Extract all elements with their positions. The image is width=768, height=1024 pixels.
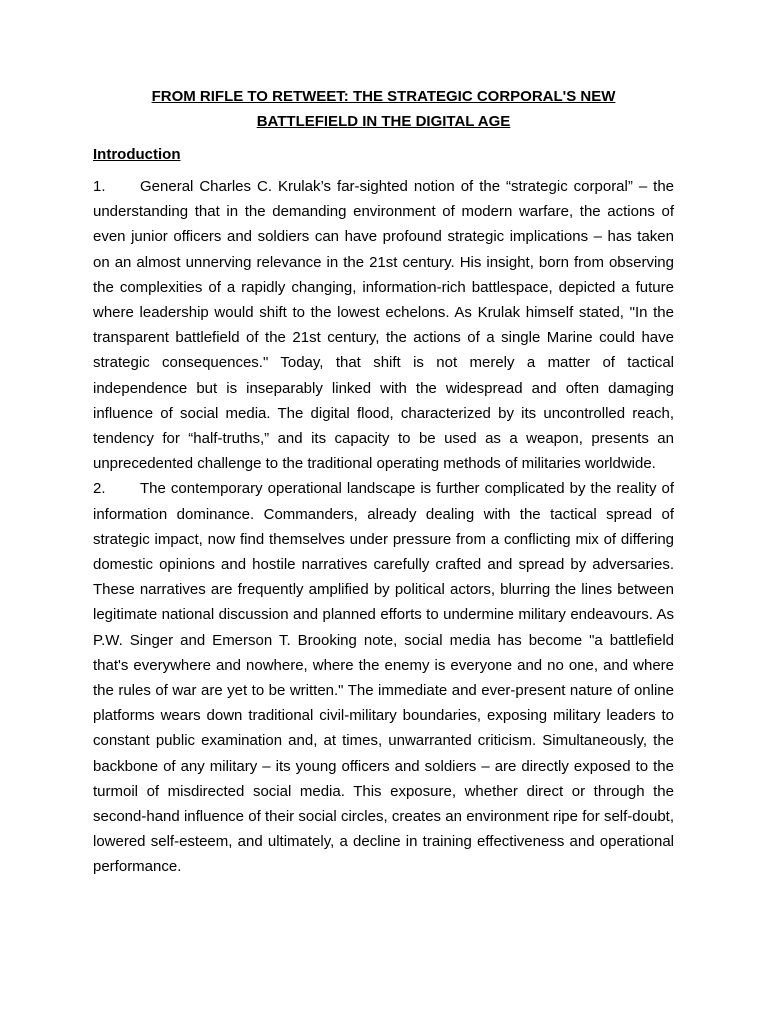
paragraph-number: 2. [93,480,106,498]
paragraph-1 [93,174,674,476]
section-heading-introduction: Introduction [93,146,181,163]
title-line-2: BATTLEFIELD IN THE DIGITAL AGE [256,113,511,130]
paragraph-number: 1. [93,178,106,195]
paragraph-2 [93,476,674,879]
title-line-1: FROM RIFLE TO RETWEET: THE STRATEGIC CORPORAL'S NEW [151,88,616,105]
paragraph-text: General Charles C. Krulak’s far-sighted notion of the “strategic corporal” – the understanding that in the demanding environment of modern warfare, the actions of even junior officers and soldiers can have profound strategic implications – has taken on an almost unnerving relevance in the 21st century. His insight, born from observing the complexities of a rapidly changing, information-rich battlespace, depicted a future where leadership would shift to the lowest echelons. As Krulak himself stated, "In the transparent battlefield of the 21st century, the actions of a single Marine could have strategic consequences." Today, that shift is not merely a matter of tactical independence but is inseparably linked with the widespread and often damaging influence of social media. The digital flood, characterized by its uncontrolled reach, tendency for “half-truths,” and its capacity to be used as a weapon, presents an unprecedented challenge to the traditional operating methods of militaries worldwide. [93,178,674,473]
document-page [93,84,674,880]
paragraph-text: The contemporary operational landscape is further complicated by the reality of information dominance. Commanders, already dealing with the tactical spread of strategic impact, now find themselves under pressure from a conflicting mix of differing domestic opinions and hostile narratives carefully crafted and spread by adversaries. These narratives are frequently amplified by political actors, blurring the lines between legitimate national discussion and planned efforts to undermine military endeavours. As P.W. Singer and Emerson T. Brooking note, social media has become "a battlefield that's everywhere and nowhere, where the enemy is everyone and no one, and where the rules of war are yet to be written." The immediate and ever-present nature of online platforms wears down traditional civil-military boundaries, exposing military leaders to constant public examination and, at times, unwarranted criticism. Simultaneously, the backbone of any military – its young officers and soldiers – are directly exposed to the turmoil of misdirected social media. This exposure, whether direct or through the second-hand influence of their social circles, creates an environment ripe for self-doubt, lowered self-esteem, and ultimately, a decline in training effectiveness and operational performance. [93,480,674,876]
document-title [93,84,674,134]
